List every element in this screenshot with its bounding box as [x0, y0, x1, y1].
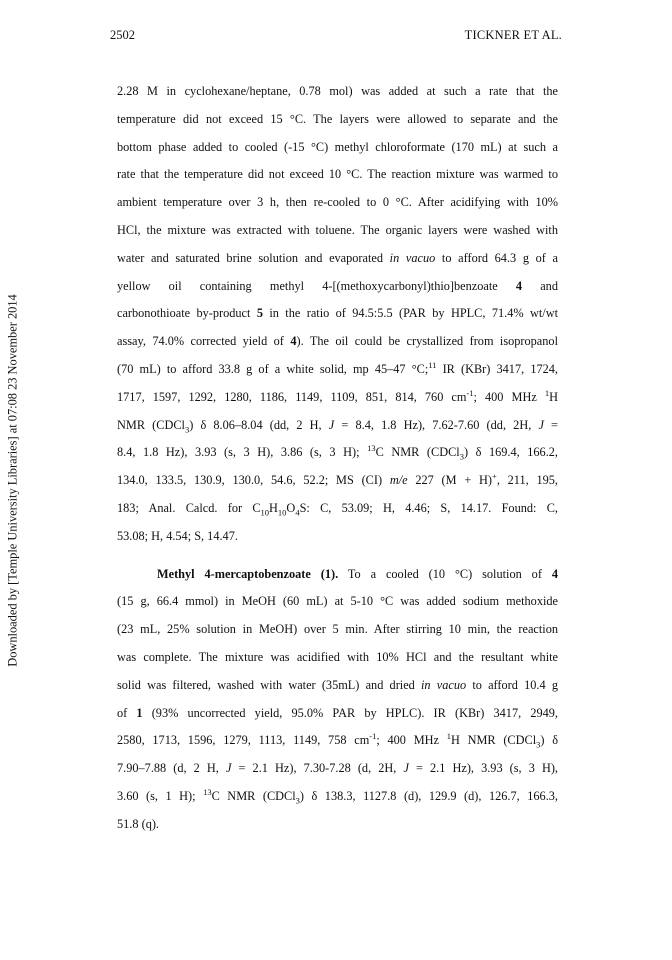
paragraph2-line: 51.8 (q).: [117, 816, 160, 831]
paragraph1-line: rate that the temperature did not exceed 10 °C. The reaction mixture was warmed to: [117, 167, 558, 182]
article-body: [117, 78, 558, 839]
paragraph1-line: temperature did not exceed 15 °C. The layers were allowed to separate and the: [117, 111, 558, 126]
paragraph2-line: 7.90–7.88 (d, 2 H, J = 2.1 Hz), 7.30-7.28 (d, 2H, J = 2.1 Hz), 3.93 (s, 3 H),: [117, 761, 559, 776]
paragraph1-line: water and saturated brine solution and evaporated in vacuo to afford 64.3 g of a: [117, 250, 558, 265]
paragraph1-line: 134.0, 133.5, 130.9, 130.0, 54.6, 52.2; MS (CI) m/e 227 (M + H)+, 211, 195,: [117, 471, 558, 488]
paragraph1-line: 183; Anal. Calcd. for $C_{10}H_{10}O_4S$: C, 53.09; H, 4.46; S, 14.17. Found: C,: [117, 500, 558, 518]
paragraph2-line: was complete. The mixture was acidified with 10% HCl and the resultant white: [117, 649, 558, 664]
paragraph1-line: NMR (CDCl$_3$) δ 8.06–8.04 (dd, 2 H, J = 8.4, 1.8 Hz), 7.62-7.60 (dd, 2H, J =: [117, 417, 558, 435]
paragraph2-line: of 1 (93% uncorrected yield, 95.0% PAR by HPLC). IR (KBr) 3417, 2949,: [117, 705, 558, 720]
paragraph2-line: 3.60 (s, 1 H); $^{13}$C NMR (CDCl$_3$) δ 138.3, 1127.8 (d), 129.9 (d), 126.7, 166.3,: [117, 786, 558, 806]
paragraph1-line: (70 mL) to afford 33.8 g of a white solid, mp 45–47 °C;$^{11}$ IR (KBr) 3417, 1724,: [117, 359, 558, 376]
paragraph1-line: 2.28 M in cyclohexane/heptane, 0.78 mol) was added at such a rate that the: [117, 84, 558, 98]
experimental-paragraph-methyl-benzoate: [117, 78, 558, 551]
paragraph2-line: solid was filtered, washed with water (35mL) and dried in vacuo to afford 10.4 g: [117, 677, 558, 692]
paragraph1-line: carbonothioate by-product 5 in the ratio of 94.5:5.5 (PAR by HPLC, 71.4% wt/wt: [117, 306, 558, 321]
page-number: 2502: [110, 28, 135, 42]
paragraph1-line: 1717, 1597, 1292, 1280, 1186, 1149, 1109, 851, 814, 760 $cm^{-1}$; 400 MHz $^1$H: [117, 387, 558, 404]
paragraph2-line: 2580, 1713, 1596, 1279, 1113, 1149, 758 $cm^{-1}$; 400 MHz $^1$H NMR (CDCl$_3$) δ: [117, 731, 558, 750]
paragraph1-line: ambient temperature over 3 h, then re-cooled to 0 °C. After acidifying with 10%: [117, 195, 558, 210]
paragraph1-line: 53.08; H, 4.54; S, 14.47.: [117, 528, 238, 543]
download-notice: Downloaded by [Temple University Libraries] at 07:08 23 November 2014: [5, 293, 20, 667]
paragraph1-line: bottom phase added to cooled (-15 °C) methyl chloroformate (170 mL) at such a: [117, 139, 558, 154]
paragraph2-line: (23 mL, 25% solution in MeOH) over 5 min. After stirring 10 min, the reaction: [117, 622, 558, 637]
paragraph2-line: Methyl 4-mercaptobenzoate (1). To a cooled (10 °C) solution of 4: [157, 566, 558, 581]
paragraph1-line: HCl, the mixture was extracted with toluene. The organic layers were washed with: [117, 222, 558, 237]
paragraph1-line: yellow oil containing methyl 4-[(methoxycarbonyl)thio]benzoate 4 and: [117, 278, 558, 293]
running-title: TICKNER ET AL.: [464, 28, 562, 42]
paragraph1-line: 8.4, 1.8 Hz), 3.93 (s, 3 H), 3.86 (s, 3 H); $^{13}$C NMR (CDCl$_3$) δ 169.4, 166.2,: [117, 443, 558, 462]
experimental-paragraph-mercaptobenzoate: [117, 561, 558, 839]
paragraph2-line: (15 g, 66.4 mmol) in MeOH (60 mL) at 5-10 °C was added sodium methoxide: [117, 594, 558, 609]
download-watermark: [3, 0, 23, 960]
paragraph1-line: assay, 74.0% corrected yield of 4). The oil could be crystallized from isopropanol: [117, 334, 558, 349]
